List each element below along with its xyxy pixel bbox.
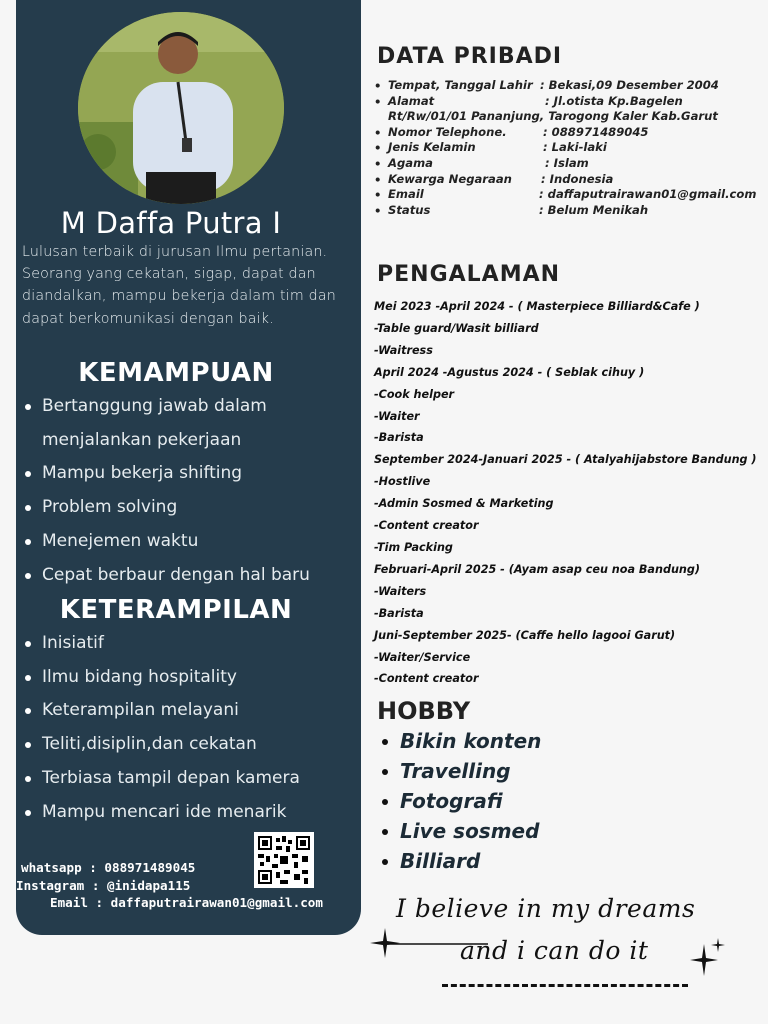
dashed-divider <box>442 984 688 987</box>
list-item: -Hostlive <box>374 475 431 489</box>
list-item: April 2024 -Agustus 2024 - ( Seblak cihuy ) <box>374 365 645 379</box>
data-pribadi-list <box>374 78 764 218</box>
list-item: -Content creator <box>374 672 479 686</box>
list-item: Juni-September 2025- (Caffe hello lagooi Garut) <box>374 628 676 642</box>
list-item: Fotografi <box>378 786 541 816</box>
list-item: -Tim Packing <box>374 540 453 554</box>
kemampuan-list <box>22 390 342 592</box>
quote-line-2: and i can do it <box>460 936 649 965</box>
qr-code-icon[interactable] <box>254 832 314 888</box>
keterampilan-heading: KETERAMPILAN <box>59 595 293 625</box>
profile-name: M Daffa Putra I <box>60 206 282 240</box>
list-item: -Table guard/Wasit billiard <box>374 321 539 335</box>
list-item: Terbiasa tampil depan kamera <box>22 762 342 796</box>
list-item: Live sosmed <box>378 816 541 846</box>
instagram-contact: Instagram : @inidapa115 <box>16 878 191 893</box>
list-item: -Admin Sosmed & Marketing <box>374 497 554 511</box>
list-item: Inisiatif <box>22 627 342 661</box>
list-item: Billiard <box>378 846 541 876</box>
list-item: • Kewarga Negaraan : Indonesia <box>374 172 764 188</box>
list-item: • Tempat, Tanggal Lahir : Bekasi,09 Desember 2004 <box>374 78 764 94</box>
list-item: Ilmu bidang hospitality <box>22 661 342 695</box>
list-item: • Status : Belum Menikah <box>374 203 764 219</box>
list-item: • Alamat : Jl.otista Kp.Bagelen <box>374 94 764 110</box>
list-item: • Email : daffaputrairawan01@gmail.com <box>374 187 764 203</box>
list-item: Teliti,disiplin,dan cekatan <box>22 728 342 762</box>
hobby-list <box>378 726 541 876</box>
list-item: Problem solving <box>22 491 342 525</box>
pengalaman-list <box>374 296 764 690</box>
address-continuation: Rt/Rw/01/01 Pananjung, Tarogong Kaler Kab.Garut <box>388 109 718 124</box>
list-item: -Content creator <box>374 519 479 533</box>
profile-summary: Lulusan terbaik di jurusan Ilmu pertanian. Seorang yang cekatan, sigap, dapat dan diandalkan, mampu bekerja dalam tim dan dapat berkomunikasi dengan baik. <box>22 244 336 327</box>
pengalaman-heading: PENGALAMAN <box>377 262 561 287</box>
list-item: Cepat berbaur dengan hal baru <box>22 559 342 593</box>
list-item: Mei 2023 -April 2024 - ( Masterpiece Billiard&Cafe ) <box>374 300 700 313</box>
quote-block <box>370 890 750 1000</box>
email-contact: Email : daffaputrairawan01@gmail.com <box>50 895 323 910</box>
sidebar <box>16 0 361 935</box>
list-item: -Waitress <box>374 343 433 357</box>
list-item: • Agama : Islam <box>374 156 764 172</box>
kemampuan-heading: KEMAMPUAN <box>78 358 274 388</box>
list-item: Menejemen waktu <box>22 525 342 559</box>
list-item: -Waiter <box>374 409 420 423</box>
whatsapp-contact: whatsapp : 088971489045 <box>21 860 196 875</box>
list-item: Bertanggung jawab dalam menjalankan pekerjaan <box>22 390 342 457</box>
list-item: Travelling <box>378 756 541 786</box>
list-item: Februari-April 2025 - (Ayam asap ceu noa Bandung) <box>374 562 700 576</box>
list-item: -Barista <box>374 606 424 620</box>
profile-photo <box>78 12 284 204</box>
list-item: Keterampilan melayani <box>22 694 342 728</box>
hobby-heading: HOBBY <box>377 697 471 725</box>
quote-line-1: I believe in my dreams <box>396 894 696 923</box>
list-item: -Waiters <box>374 584 427 598</box>
list-item: Mampu mencari ide menarik <box>22 796 342 830</box>
list-item: September 2024-Januari 2025 - ( Atalyahijabstore Bandung ) <box>374 453 757 467</box>
list-item: • Jenis Kelamin : Laki-laki <box>374 140 764 156</box>
list-item: -Barista <box>374 431 424 445</box>
list-item: • Nomor Telephone. : 088971489045 <box>374 125 764 141</box>
list-item: -Cook helper <box>374 387 455 401</box>
list-item: -Waiter/Service <box>374 650 471 664</box>
list-item: Bikin konten <box>378 726 541 756</box>
list-item: Mampu bekerja shifting <box>22 457 342 491</box>
sparkle-icon <box>690 938 726 978</box>
keterampilan-list <box>22 627 342 829</box>
data-pribadi-heading: DATA PRIBADI <box>377 44 563 69</box>
